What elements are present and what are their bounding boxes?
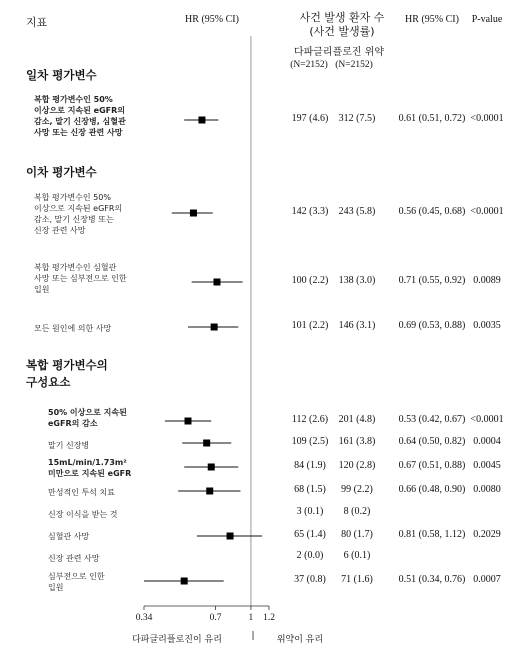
placebo-events: 6 (0.1) xyxy=(343,550,371,561)
hr-point xyxy=(208,464,215,471)
section-primary-title: 일차 평가변수 xyxy=(26,68,97,82)
indicator-header: 지표 xyxy=(26,16,48,29)
drug-events: 112 (2.6) xyxy=(291,414,329,425)
hr-ci-plot-header: HR (95% CI) xyxy=(185,14,239,25)
row-label: 15mL/min/1.73m² 미만으로 지속된 eGFR xyxy=(48,458,132,478)
x-tick-label: 0.34 xyxy=(135,613,153,623)
placebo-events: 80 (1.7) xyxy=(341,529,373,540)
section-components-title-line1: 복합 평가변수의 xyxy=(26,358,108,372)
row-label: 모든 원인에 의한 사망 xyxy=(34,324,112,333)
p-value: <0.0001 xyxy=(470,113,504,124)
row-label: 복합 평가변수인 50% 이상으로 지속된 eGFR의 감소, 말기 신장병, 심혈관 사망 또는 신장 관련 사망 xyxy=(34,95,126,137)
hr-ci-value: 0.51 (0.34, 0.76) xyxy=(398,574,466,585)
row-label: 심혈관 사망 xyxy=(48,532,90,541)
x-tick-label: 0.7 xyxy=(209,613,222,623)
hr-point xyxy=(211,324,218,331)
drug-events: 65 (1.4) xyxy=(294,529,326,540)
p-value: 0.0007 xyxy=(473,574,501,585)
row-label: 말기 신장병 xyxy=(48,441,90,450)
n-drug: (N=2152) xyxy=(290,60,328,70)
drug-events: 197 (4.6) xyxy=(291,113,329,124)
x-tick-label: 1.2 xyxy=(263,613,275,623)
n-placebo: (N=2152) xyxy=(335,60,373,70)
hr-ci-value: 0.61 (0.51, 0.72) xyxy=(398,113,466,124)
drug-events: 101 (2.2) xyxy=(291,320,329,331)
drug-events: 109 (2.5) xyxy=(291,436,329,447)
hr-ci-value: 0.56 (0.45, 0.68) xyxy=(398,206,466,217)
placebo-events: 71 (1.6) xyxy=(341,574,373,585)
hr-ci-value: 0.67 (0.51, 0.88) xyxy=(398,460,466,471)
drug-events: 68 (1.5) xyxy=(294,484,326,495)
hr-point xyxy=(203,440,210,447)
hr-point xyxy=(181,578,188,585)
p-value: <0.0001 xyxy=(470,206,504,217)
pvalue-header: P-value xyxy=(471,14,503,25)
p-value: <0.0001 xyxy=(470,414,504,425)
hr-point xyxy=(185,418,192,425)
placebo-events: 138 (3.0) xyxy=(338,275,376,286)
drug-events: 37 (0.8) xyxy=(294,574,326,585)
events-header-line1: 사건 발생 환자 수 xyxy=(299,11,385,24)
placebo-events: 120 (2.8) xyxy=(338,460,376,471)
p-value: 0.0004 xyxy=(473,436,501,447)
section-components-title-line2: 구성요소 xyxy=(26,375,71,389)
favors-drug-label: 다파글리플로진이 유리 xyxy=(132,635,222,645)
row-label: 만성적인 투석 치료 xyxy=(48,488,115,497)
arm-header: 다파글리플로진 위약 xyxy=(293,47,385,58)
hr-ci-value: 0.64 (0.50, 0.82) xyxy=(398,436,466,447)
hr-point xyxy=(190,210,197,217)
x-tick-label: 1 xyxy=(248,613,254,623)
p-value: 0.0035 xyxy=(473,320,501,331)
hr-ci-column-header: HR (95% CI) xyxy=(405,14,459,25)
hr-point xyxy=(198,117,205,124)
favors-placebo-label: 위약이 유리 xyxy=(276,635,324,645)
p-value: 0.0045 xyxy=(473,460,501,471)
p-value: 0.0080 xyxy=(473,484,501,495)
events-header-line2: (사건 발생률) xyxy=(309,25,375,38)
placebo-events: 201 (4.8) xyxy=(338,414,376,425)
row-label: 심부전으로 인한 입원 xyxy=(48,572,105,592)
hr-point xyxy=(227,533,234,540)
hr-point xyxy=(213,279,220,286)
favors-separator: | xyxy=(251,631,255,641)
row-label: 복합 평가변수인 50% 이상으로 지속된 eGFR의 감소, 말기 신장병 또는 신장 관련 사망 xyxy=(34,193,123,235)
row-label: 신장 관련 사망 xyxy=(48,554,100,563)
hr-ci-value: 0.66 (0.48, 0.90) xyxy=(398,484,466,495)
hr-ci-value: 0.81 (0.58, 1.12) xyxy=(398,529,466,540)
p-value: 0.0089 xyxy=(473,275,501,286)
placebo-events: 243 (5.8) xyxy=(338,206,376,217)
placebo-events: 99 (2.2) xyxy=(341,484,373,495)
section-secondary-title: 이차 평가변수 xyxy=(26,165,97,179)
drug-events: 3 (0.1) xyxy=(296,506,324,517)
hr-ci-value: 0.53 (0.42, 0.67) xyxy=(398,414,466,425)
drug-events: 100 (2.2) xyxy=(291,275,329,286)
p-value: 0.2029 xyxy=(473,529,501,540)
placebo-events: 8 (0.2) xyxy=(343,506,371,517)
placebo-events: 312 (7.5) xyxy=(338,113,376,124)
placebo-events: 146 (3.1) xyxy=(338,320,376,331)
drug-events: 2 (0.0) xyxy=(296,550,324,561)
drug-events: 142 (3.3) xyxy=(291,206,329,217)
row-label: 복합 평가변수인 심혈관 사망 또는 심부전으로 인한 입원 xyxy=(34,263,127,294)
placebo-events: 161 (3.8) xyxy=(338,436,376,447)
drug-events: 84 (1.9) xyxy=(294,460,326,471)
row-label: 50% 이상으로 지속된 eGFR의 감소 xyxy=(48,408,127,428)
hr-ci-value: 0.71 (0.55, 0.92) xyxy=(398,275,466,286)
hr-point xyxy=(206,488,213,495)
row-label: 신장 이식을 받는 것 xyxy=(48,510,118,519)
hr-ci-value: 0.69 (0.53, 0.88) xyxy=(398,320,466,331)
